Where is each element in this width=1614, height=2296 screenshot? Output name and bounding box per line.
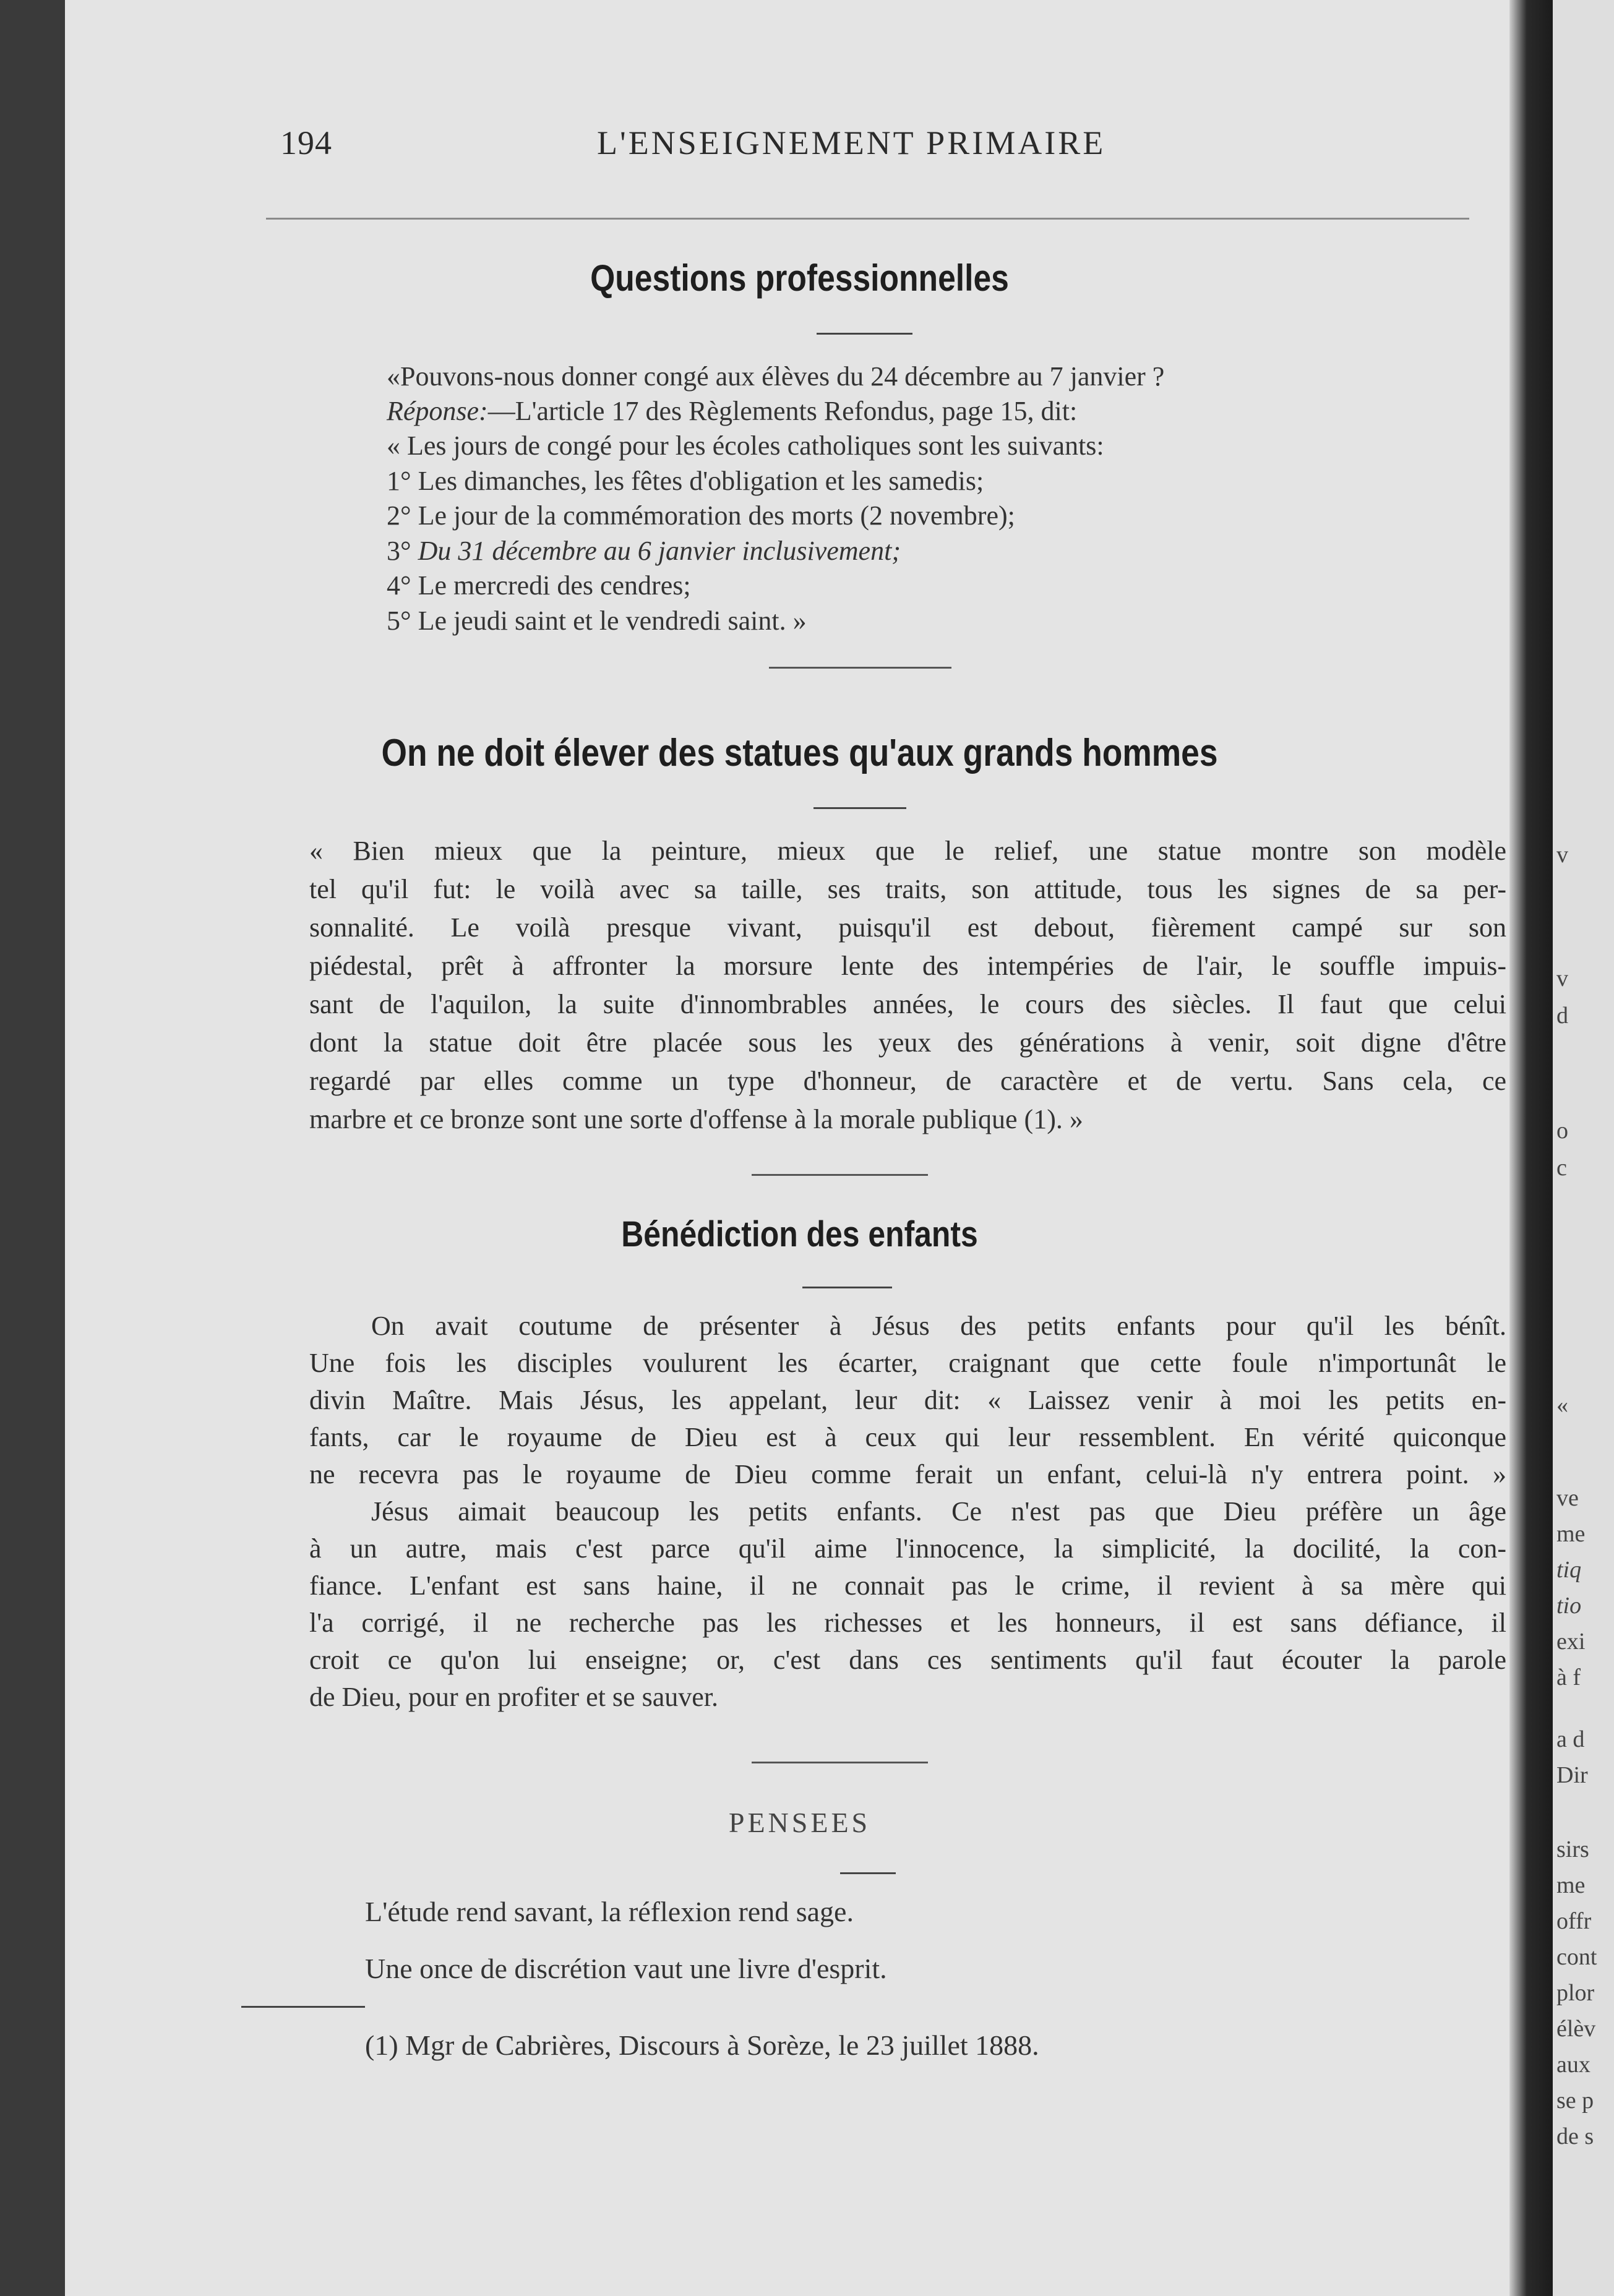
text-line: 4° Le mercredi des cendres; (387, 570, 691, 601)
pensee-line: L'étude rend savant, la réflexion rend sage. (365, 1896, 854, 1927)
section-separator (752, 1174, 928, 1176)
text-line: divin Maître. Mais Jésus, les appelant, leur dit: « Laissez venir à moi les petits en- (309, 1385, 1506, 1415)
text-line: fants, car le royaume de Dieu est à ceux qui leur ressemblent. En vérité quiconque (309, 1422, 1506, 1452)
facing-page-fragment: me (1556, 1872, 1586, 1898)
text-line: « Les jours de congé pour les écoles catholiques sont les suivants: (387, 430, 1104, 461)
section-separator (769, 667, 951, 669)
text-line: de Dieu, pour en profiter et se sauver. (309, 1682, 718, 1712)
text-line: regardé par elles comme un type d'honneur, de caractère et de vertu. Sans cela, ce (309, 1066, 1506, 1096)
facing-page-fragment: ve (1556, 1485, 1579, 1511)
facing-page-fragment: à f (1556, 1664, 1581, 1690)
reponse-label: Réponse: (387, 396, 488, 426)
facing-page-fragment: élèv (1556, 2016, 1596, 2042)
text-line: dont la statue doit être placée sous les yeux des générations à venir, soit digne d'être (309, 1027, 1506, 1058)
text-line: marbre et ce bronze sont une sorte d'offense à la morale publique (1). » (309, 1104, 1083, 1134)
text-line: Jésus aimait beaucoup les petits enfants. Ce n'est pas que Dieu préfère un âge (371, 1496, 1506, 1527)
facing-page-fragment: se p (1556, 2088, 1594, 2114)
title-underline (817, 333, 912, 335)
text-line: 3° Du 31 décembre au 6 janvier inclusivement; (387, 536, 901, 566)
facing-page-fragment: sirs (1556, 1836, 1589, 1862)
title-underline (802, 1287, 892, 1288)
facing-page-fragment: tio (1556, 1593, 1582, 1619)
pensee-line: Une once de discrétion vaut une livre d'esprit. (365, 1953, 887, 1984)
text-line: ne recevra pas le royaume de Dieu comme ferait un enfant, celui-là n'y entrera point. » (309, 1459, 1506, 1489)
facing-page-fragment: me (1556, 1521, 1586, 1547)
facing-page-fragment: a d (1556, 1726, 1585, 1752)
facing-page-edge (1553, 0, 1614, 2296)
section-title-statues: On ne doit élever des statues qu'aux grands hommes (381, 732, 1218, 774)
text-line: à un autre, mais c'est parce qu'il aime l'innocence, la simplicité, la docilité, la con- (309, 1533, 1506, 1564)
text-line: 1° Les dimanches, les fêtes d'obligation et les samedis; (387, 466, 984, 496)
text-line: sonnalité. Le voilà presque vivant, puisqu'il est debout, fièrement campé sur son (309, 912, 1506, 943)
page-number: 194 (280, 124, 332, 161)
section-title-pensees: PENSEES (728, 1807, 871, 1838)
book-gutter (1509, 0, 1553, 2296)
facing-page-fragment: « (1556, 1392, 1568, 1418)
text-line: sant de l'aquilon, la suite d'innombrables années, le cours des siècles. Il faut que celui (309, 989, 1506, 1019)
facing-page-fragment: aux (1556, 2052, 1590, 2078)
text-line: 5° Le jeudi saint et le vendredi saint. » (387, 606, 807, 636)
title-underline (813, 807, 906, 809)
text-line: Une fois les disciples voulurent les écarter, craignant que cette foule n'importunât le (309, 1348, 1506, 1378)
facing-page-fragment: o (1556, 1118, 1568, 1144)
facing-page-fragment: d (1556, 1003, 1568, 1029)
text-line: fiance. L'enfant est sans haine, il ne connait pas le crime, il revient à sa mère qui (309, 1570, 1506, 1601)
running-head (65, 118, 1534, 167)
text-line: Réponse:—L'article 17 des Règlements Refondus, page 15, dit: (387, 396, 1078, 426)
facing-page-fragment: cont (1556, 1944, 1597, 1970)
text-line: croit ce qu'on lui enseigne; or, c'est dans ces sentiments qu'il faut écouter la parole (309, 1645, 1506, 1675)
text-line: 2° Le jour de la commémoration des morts (2 novembre); (387, 500, 1015, 531)
header-rule (266, 218, 1469, 220)
section-title-questions: Questions professionnelles (590, 257, 1009, 299)
facing-page-fragment: offr (1556, 1908, 1592, 1934)
facing-page-fragment: c (1556, 1155, 1567, 1181)
title-underline (840, 1872, 896, 1874)
text-line: tel qu'il fut: le voilà avec sa taille, ses traits, son attitude, tous les signes de sa per- (309, 874, 1506, 904)
facing-page-fragment: tiq (1556, 1557, 1582, 1583)
text-line: piédestal, prêt à affronter la morsure lente des intempéries de l'air, le souffle impuis- (309, 951, 1506, 981)
facing-page-fragment: v (1556, 966, 1568, 992)
footnote-rule (241, 2006, 365, 2008)
facing-page-fragment: v (1556, 842, 1568, 868)
journal-title: L'ENSEIGNEMENT PRIMAIRE (597, 124, 1106, 161)
facing-page-fragment: de s (1556, 2123, 1594, 2149)
section-title-benediction: Bénédiction des enfants (621, 1214, 978, 1254)
text-line: l'a corrigé, il ne recherche pas les richesses et les honneurs, il est sans défiance, il (309, 1608, 1506, 1638)
section-separator (752, 1762, 928, 1763)
facing-page-fragment: plor (1556, 1980, 1595, 2006)
text-line: On avait coutume de présenter à Jésus des petits enfants pour qu'il les bénît. (371, 1311, 1506, 1341)
facing-page-fragment: exi (1556, 1629, 1586, 1655)
footnote: (1) Mgr de Cabrières, Discours à Sorèze, le 23 juillet 1888. (365, 2029, 1039, 2061)
text-line: « Bien mieux que la peinture, mieux que le relief, une statue montre son modèle (309, 836, 1506, 866)
facing-page-fragment: Dir (1556, 1762, 1588, 1788)
book-page (65, 0, 1534, 2296)
text-line: «Pouvons-nous donner congé aux élèves du 24 décembre au 7 janvier ? (387, 361, 1165, 392)
